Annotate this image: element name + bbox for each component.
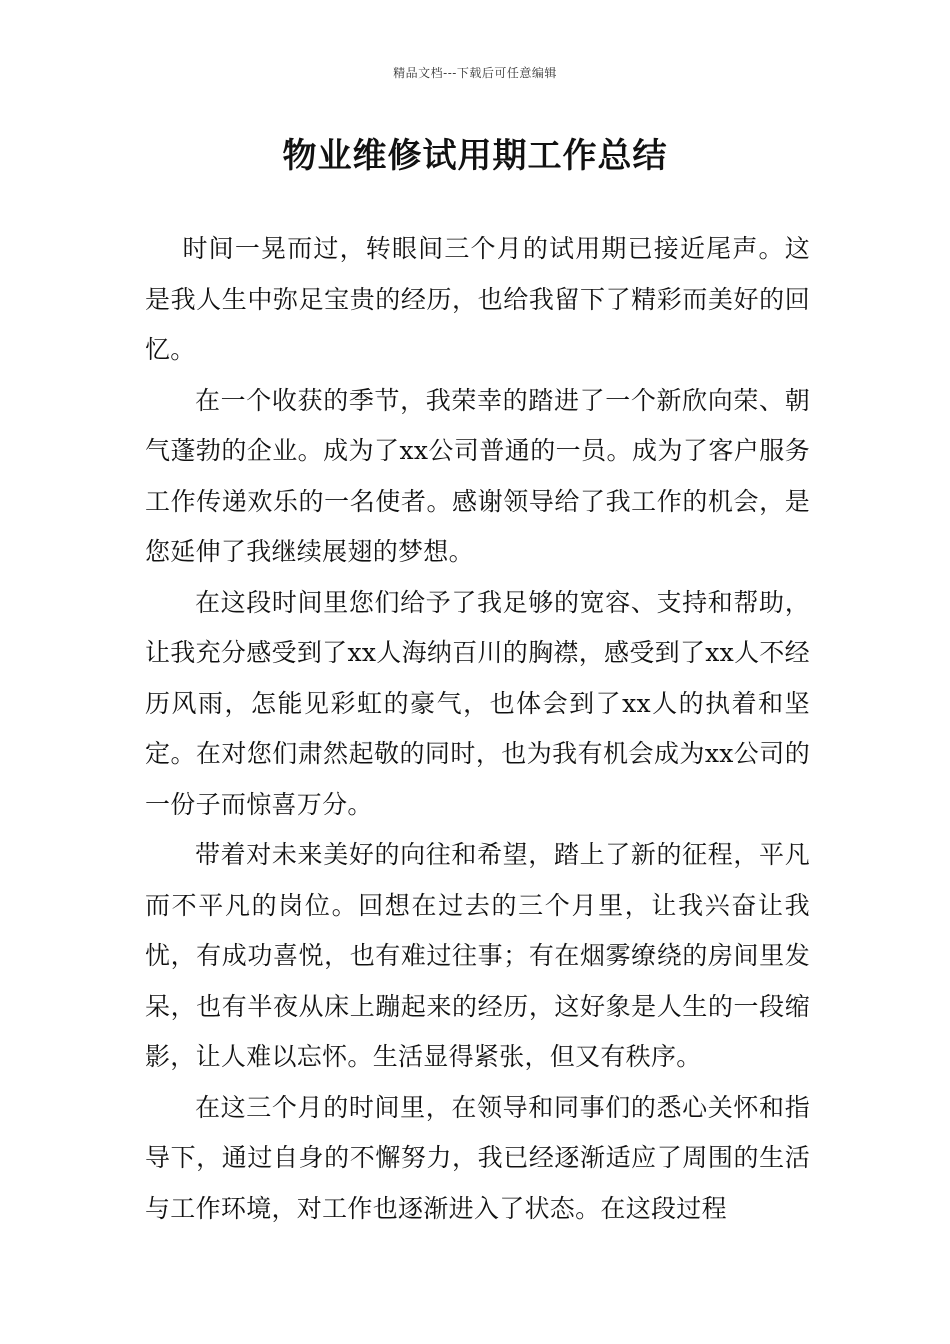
header-note: 精品文档---下载后可任意编辑: [393, 66, 557, 80]
paragraph-1: 时间一晃而过，转眼间三个月的试用期已接近尾声。这是我人生中弥足宝贵的经历，也给我留下了精彩而美好的回忆。: [145, 234, 810, 364]
page-title: 物业维修试用期工作总结: [282, 136, 668, 176]
paragraph-3: 在这段时间里您们给予了我足够的宽容、支持和帮助，让我充分感受到了xx人海纳百川的胸襟，感受到了xx人不经历风雨，怎能见彩虹的豪气，也体会到了xx人的执着和坚定。在对您们肃然起敬的同时，也为我有机会成为xx公司的一份子而惊喜万分。: [145, 587, 810, 819]
paragraph-5: 在这三个月的时间里，在领导和同事们的悉心关怀和指导下，通过自身的不懈努力，我已经逐渐适应了周围的生活与工作环境，对工作也逐渐进入了状态。在这段过程: [145, 1092, 810, 1223]
paragraph-2: 在一个收获的季节，我荣幸的踏进了一个新欣向荣、朝气蓬勃的企业。成为了xx公司普通的一员。成为了客户服务工作传递欢乐的一名使者。感谢领导给了我工作的机会，是您延伸了我继续展翅的梦想。: [145, 385, 810, 566]
document-body: [145, 224, 810, 1234]
paragraph-4: 带着对未来美好的向往和希望，踏上了新的征程，平凡而不平凡的岗位。回想在过去的三个月里，让我兴奋让我忧，有成功喜悦，也有难过往事；有在烟雾缭绕的房间里发呆，也有半夜从床上蹦起来的经历，这好象是人生的一段缩影，让人难以忘怀。生活显得紧张，但又有秩序。: [145, 840, 810, 1071]
